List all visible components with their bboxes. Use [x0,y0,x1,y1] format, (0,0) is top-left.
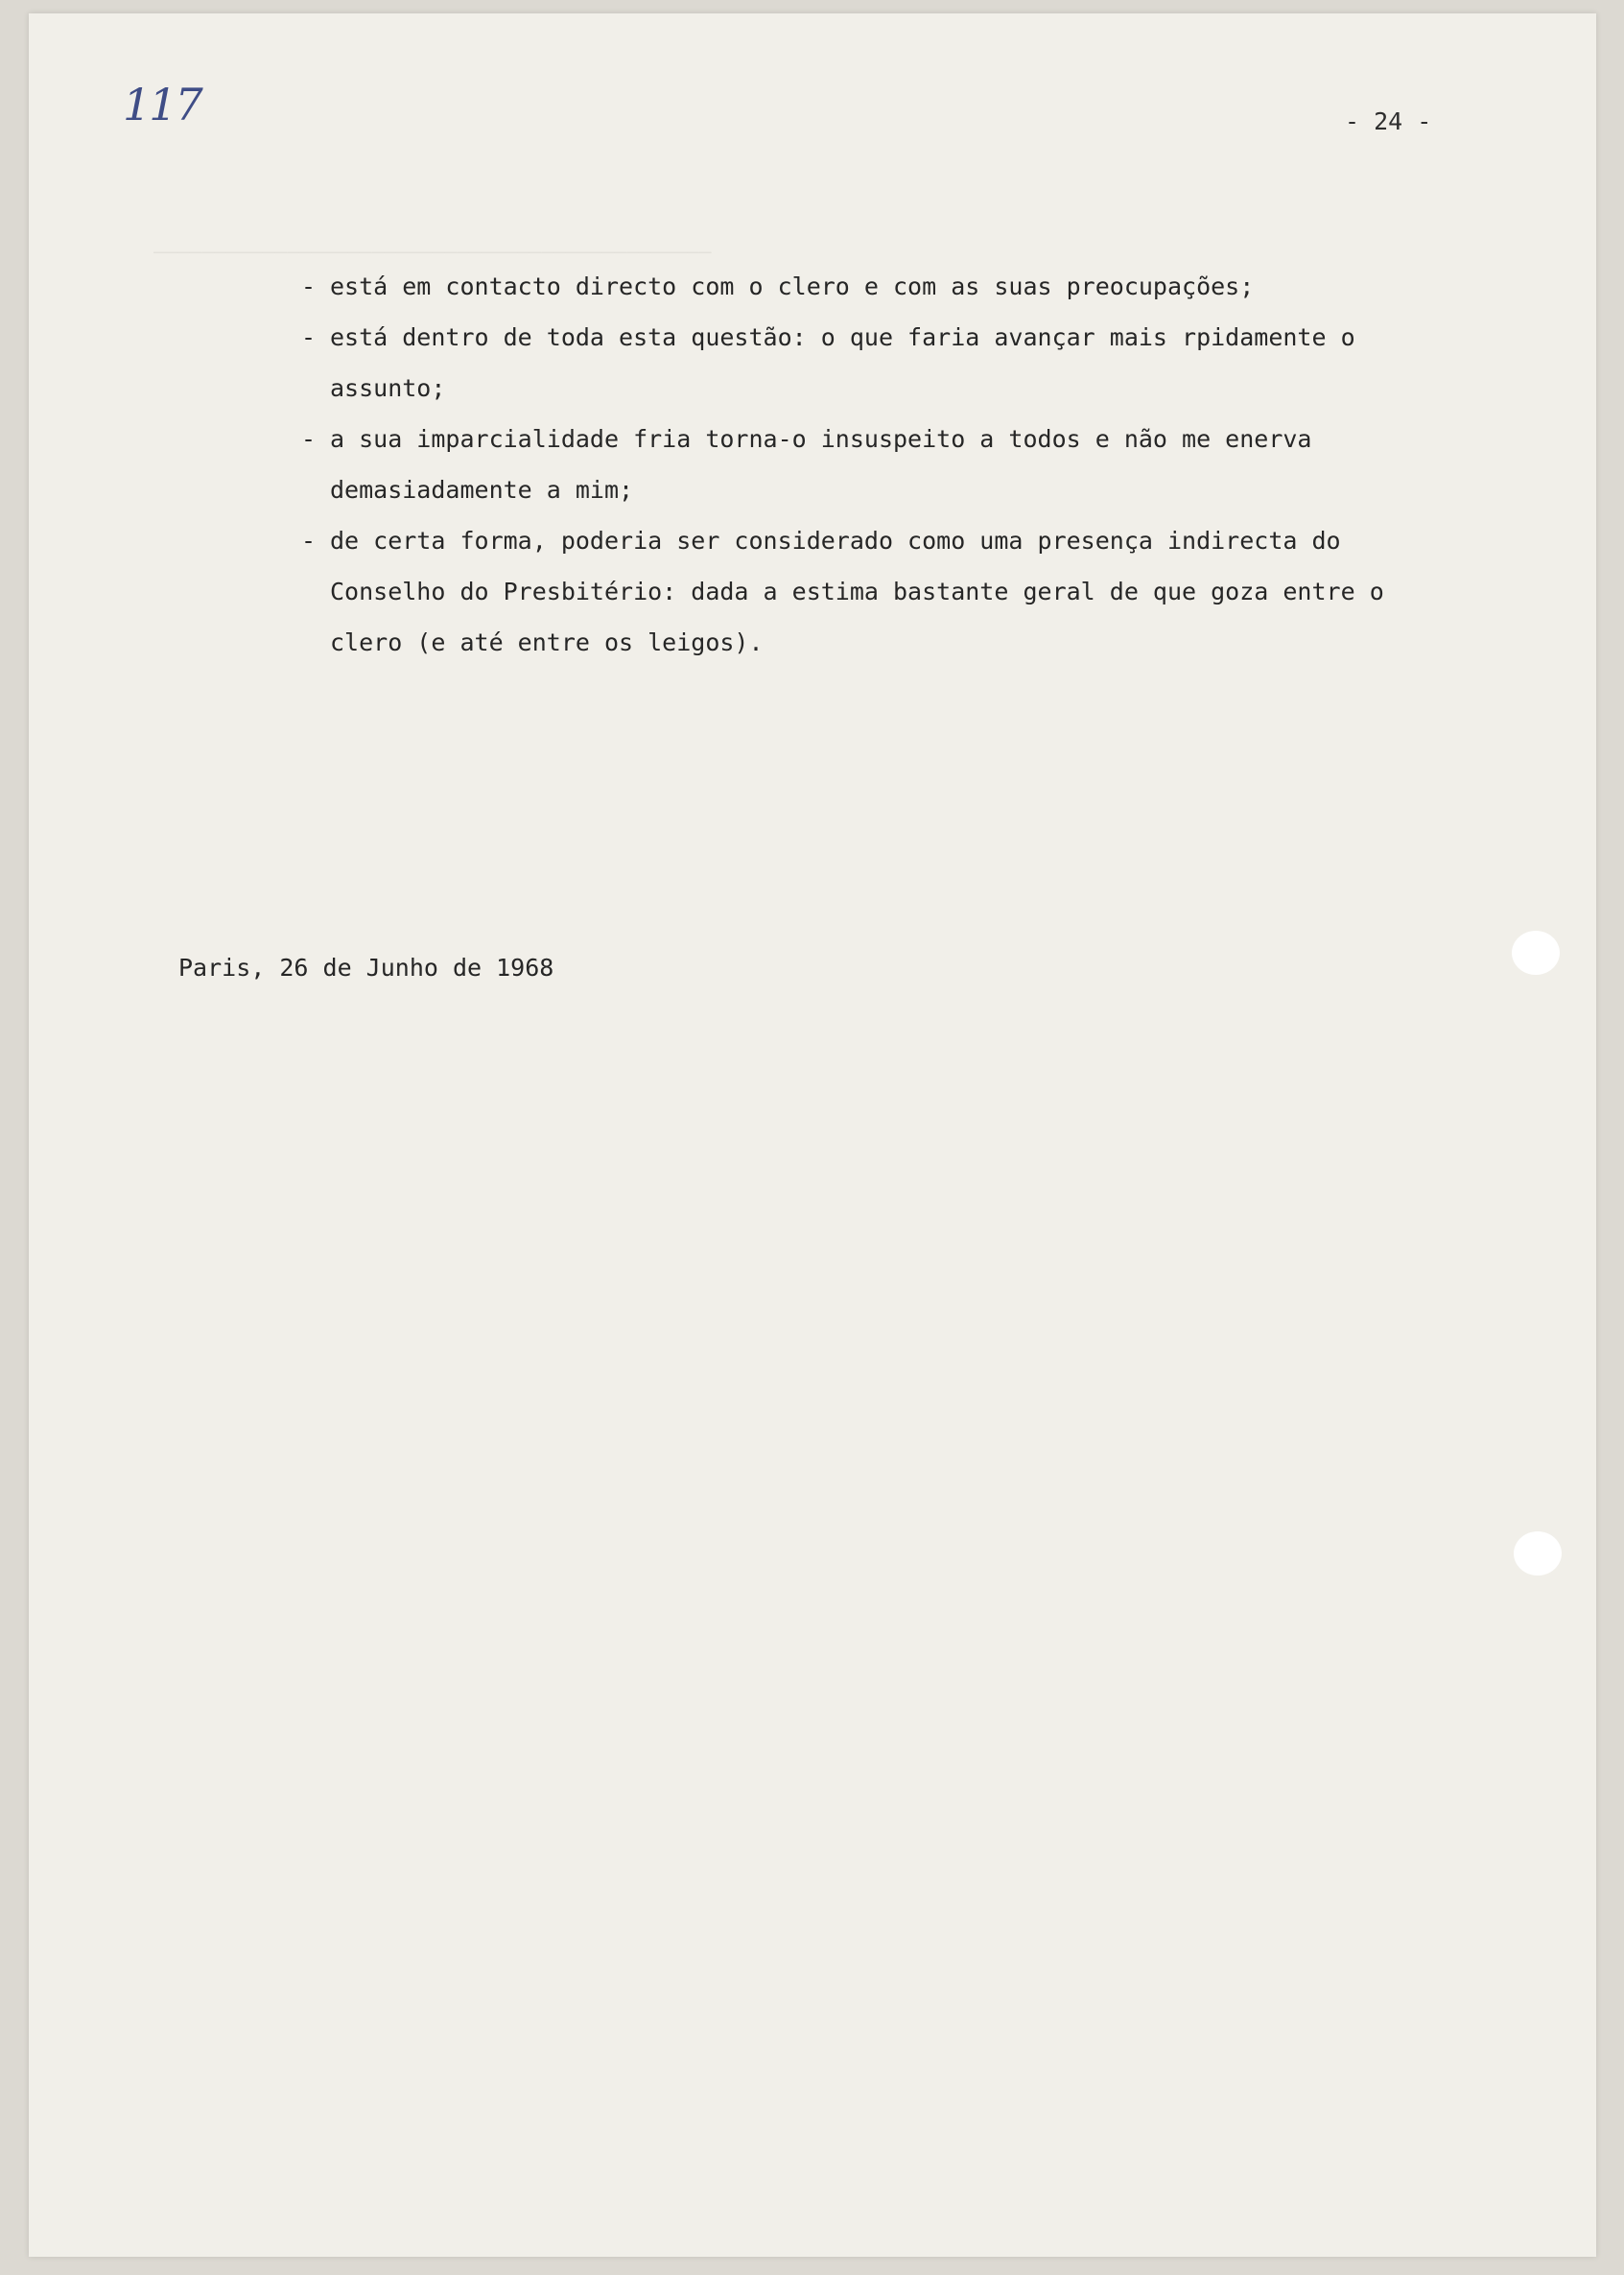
handwritten-annotation: 117 [123,79,201,130]
bullet-item [301,261,1424,312]
page-number: - 24 - [1345,107,1432,135]
dash-marker: - [301,273,317,300]
bullet-text: está em contacto directo com o clero e com as suas preocupações; [330,273,1255,300]
bullet-text: a sua imparcialidade fria torna-o insuspeito a todos e não me enerva demasiadamente a mim; [330,425,1312,504]
punch-hole [1512,931,1560,975]
dash-marker: - [301,527,317,555]
bleed-through-text: —————————————————————————————————————————————— [153,240,712,263]
bullet-text: de certa forma, poderia ser considerado como uma presença indirecta do Conselho do Presbitério: dada a estima bastante geral de que goza entre o clero (e até entre os leigos). [330,527,1384,656]
bullet-item [301,515,1424,668]
document-page [29,13,1596,2257]
punch-hole [1514,1531,1562,1576]
bullet-text: está dentro de toda esta questão: o que faria avançar mais rpidamente o assunto; [330,323,1355,402]
place-date-signoff: Paris, 26 de Junho de 1968 [178,954,554,982]
dash-marker: - [301,425,317,453]
bullet-item [301,312,1424,414]
bullet-list [301,261,1424,668]
bullet-item [301,414,1424,515]
dash-marker: - [301,323,317,351]
